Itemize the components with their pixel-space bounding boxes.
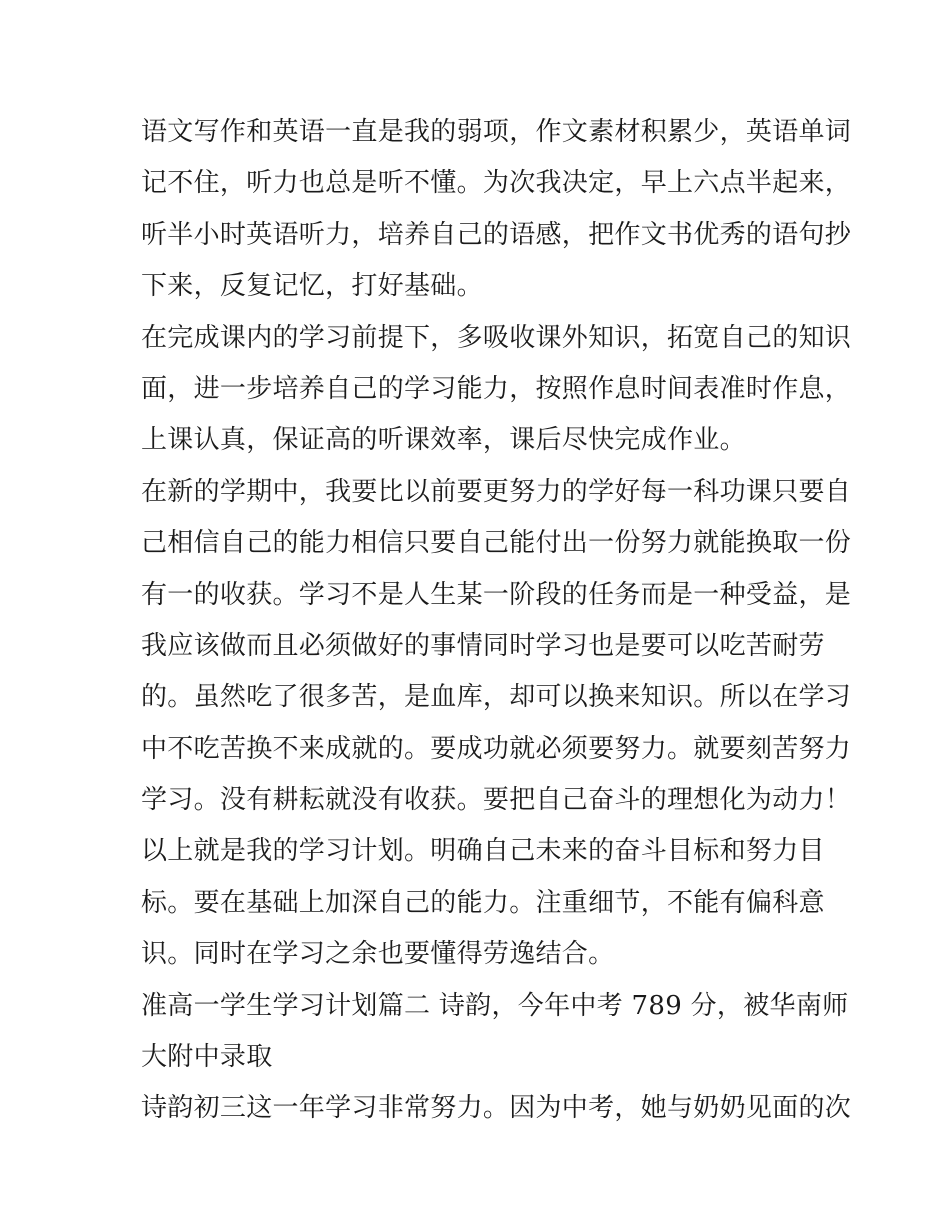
text-line: 准高一学生学习计划篇二 诗韵，今年中考 789 分，被华南师 xyxy=(141,990,849,1021)
text-line: 上课认真，保证高的听课效率，课后尽快完成作业。 xyxy=(141,425,746,456)
text-line: 己相信自己的能力相信只要自己能付出一份努力就能换取一份 xyxy=(141,528,852,559)
section-heading-part-two xyxy=(141,981,849,1084)
paragraph-shiyun-intro xyxy=(141,1083,852,1134)
text-line: 在完成课内的学习前提下，多吸收课外知识，拓宽自己的知识 xyxy=(141,322,852,353)
paragraph-study-weakness xyxy=(141,107,852,313)
text-line: 语文写作和英语一直是我的弱项，作文素材积累少，英语单词 xyxy=(141,117,852,147)
document-body xyxy=(141,107,852,1135)
text-line: 中不吃苦换不来成就的。要成功就必须要努力。就要刻苦努力 xyxy=(141,733,852,764)
text-line: 记不住，听力也总是听不懂。为次我决定，早上六点半起来， xyxy=(141,168,852,199)
text-line: 标。要在基础上加深自己的能力。注重细节，不能有偏科意 xyxy=(141,887,825,918)
paragraph-new-semester xyxy=(141,467,852,827)
text-line: 学习。没有耕耘就没有收获。要把自己奋斗的理想化为动力！ xyxy=(141,785,852,816)
text-line: 以上就是我的学习计划。明确自己未来的奋斗目标和努力目 xyxy=(141,836,825,867)
text-line: 面，进一步培养自己的学习能力，按照作息时间表准时作息， xyxy=(141,373,852,404)
text-line: 听半小时英语听力，培养自己的语感，把作文书优秀的语句抄 xyxy=(141,219,852,250)
paragraph-summary xyxy=(141,826,825,980)
text-line: 识。同时在学习之余也要懂得劳逸结合。 xyxy=(141,939,615,970)
paragraph-extracurricular xyxy=(141,313,852,467)
text-line: 下来，反复记忆，打好基础。 xyxy=(141,271,483,302)
text-line: 有一的收获。学习不是人生某一阶段的任务而是一种受益，是 xyxy=(141,579,852,610)
text-line: 诗韵初三这一年学习非常努力。因为中考，她与奶奶见面的次 xyxy=(141,1093,852,1124)
text-line: 大附中录取 xyxy=(141,1042,273,1073)
text-line: 我应该做而且必须做好的事情同时学习也是要可以吃苦耐劳 xyxy=(141,630,825,661)
text-line: 的。虽然吃了很多苦，是血库，却可以换来知识。所以在学习 xyxy=(141,682,852,713)
text-line: 在新的学期中，我要比以前要更努力的学好每一科功课只要自 xyxy=(141,476,852,507)
